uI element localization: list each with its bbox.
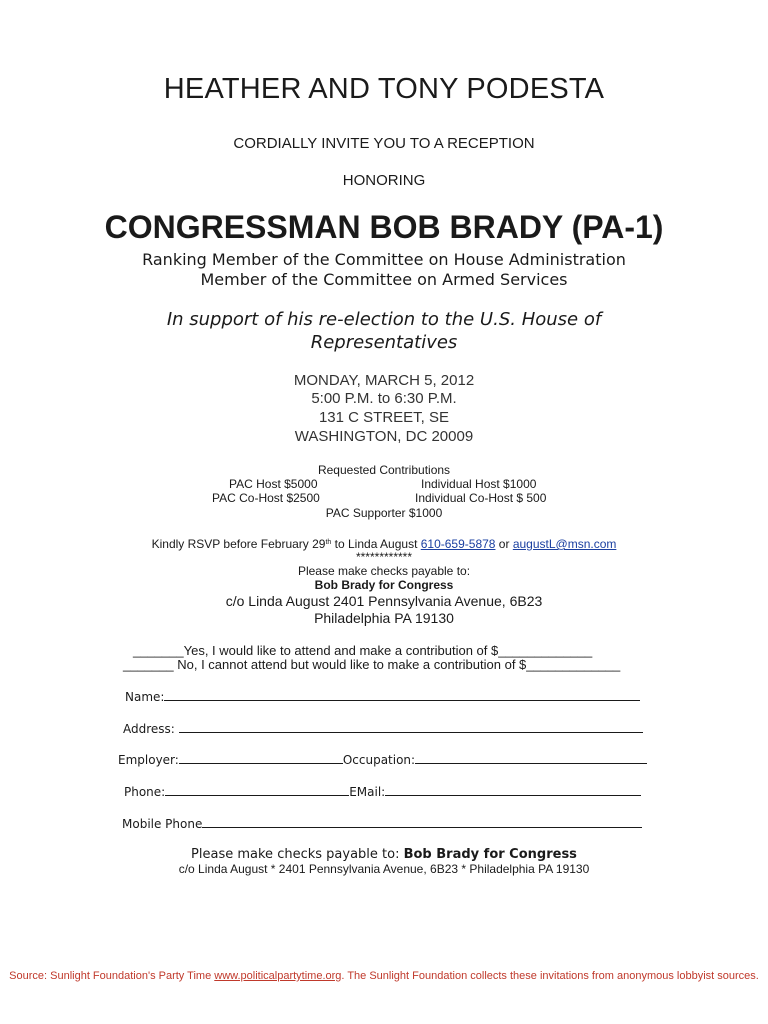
occupation-blank[interactable] xyxy=(415,751,647,764)
honoring-line: HONORING xyxy=(342,172,426,189)
employer-blank[interactable] xyxy=(179,751,343,764)
footer-checks-line xyxy=(0,847,768,862)
phone-field-row xyxy=(124,783,641,799)
checks-label: Please make checks payable to: xyxy=(297,564,471,578)
rsvp-ordinal: th xyxy=(325,539,332,546)
pac-supporter: PAC Supporter $1000 xyxy=(325,506,443,520)
event-street: 131 C STREET, SE xyxy=(318,409,450,426)
source-note xyxy=(0,970,768,982)
support-line-1: In support of his re-election to the U.S. House of xyxy=(166,309,602,330)
rsvp-phone-link[interactable]: 610-659-5878 xyxy=(420,537,496,551)
rsvp-prefix: Kindly RSVP before February 29 xyxy=(151,537,326,551)
email-label: EMail: xyxy=(349,785,386,799)
name-label: Name: xyxy=(125,690,165,704)
footer-payee: Bob Brady for Congress xyxy=(403,847,577,862)
reply-yes-line: _______Yes, I would like to attend and make a contribution of $_____________ xyxy=(133,643,593,658)
phone-blank[interactable] xyxy=(165,783,349,796)
separator-stars: ************ xyxy=(355,550,413,564)
hosts-heading: HEATHER AND TONY PODESTA xyxy=(163,73,605,105)
pac-cohost: PAC Co-Host $2500 xyxy=(212,491,320,505)
invite-line: CORDIALLY INVITE YOU TO A RECEPTION xyxy=(233,135,535,152)
phone-label: Phone: xyxy=(124,785,166,799)
event-time: 5:00 P.M. to 6:30 P.M. xyxy=(311,390,457,407)
address-blank[interactable] xyxy=(179,720,643,733)
mobile-label: Mobile Phone xyxy=(122,817,203,831)
honoree-title: CONGRESSMAN BOB BRADY (PA-1) xyxy=(104,209,664,245)
name-field-row xyxy=(125,688,640,704)
name-blank[interactable] xyxy=(164,688,640,701)
source-link[interactable]: www.politicalpartytime.org xyxy=(214,970,342,982)
contributions-heading: Requested Contributions xyxy=(317,463,451,477)
mobile-field-row xyxy=(122,815,642,831)
address-field-row xyxy=(123,720,643,736)
employer-field-row xyxy=(118,751,647,767)
mobile-blank[interactable] xyxy=(202,815,642,828)
mail-city: Philadelphia PA 19130 xyxy=(314,610,454,626)
employer-label: Employer: xyxy=(118,753,179,767)
email-blank[interactable] xyxy=(385,783,641,796)
footer-address: c/o Linda August * 2401 Pennsylvania Avenue, 6B23 * Philadelphia PA 19130 xyxy=(178,862,590,876)
source-prefix: Source: Sunlight Foundation's Party Time xyxy=(9,970,215,982)
payee-name: Bob Brady for Congress xyxy=(314,578,454,592)
rsvp-middle: to Linda August xyxy=(331,537,421,551)
support-line-2: Representatives xyxy=(310,332,458,353)
individual-host: Individual Host $1000 xyxy=(421,477,537,491)
pac-host: PAC Host $5000 xyxy=(229,477,318,491)
event-date: MONDAY, MARCH 5, 2012 xyxy=(293,372,475,389)
role-armed-services: Member of the Committee on Armed Services xyxy=(200,270,568,289)
rsvp-or: or xyxy=(495,537,513,551)
rsvp-line xyxy=(0,536,768,551)
individual-cohost: Individual Co-Host $ 500 xyxy=(415,491,547,505)
footer-checks-label: Please make checks payable to: xyxy=(191,847,404,862)
reply-no-line: _______ No, I cannot attend but would like to make a contribution of $_____________ xyxy=(123,657,621,672)
role-ranking-member: Ranking Member of the Committee on House Administration xyxy=(142,250,626,269)
rsvp-email-link[interactable]: augustL@msn.com xyxy=(512,537,617,551)
source-suffix: . The Sunlight Foundation collects these invitations from anonymous lobbyist sources. xyxy=(341,970,759,982)
mail-address: c/o Linda August 2401 Pennsylvania Avenue, 6B23 xyxy=(225,593,543,609)
occupation-label: Occupation: xyxy=(342,753,416,767)
event-city: WASHINGTON, DC 20009 xyxy=(294,428,474,445)
address-label: Address: xyxy=(123,722,175,736)
